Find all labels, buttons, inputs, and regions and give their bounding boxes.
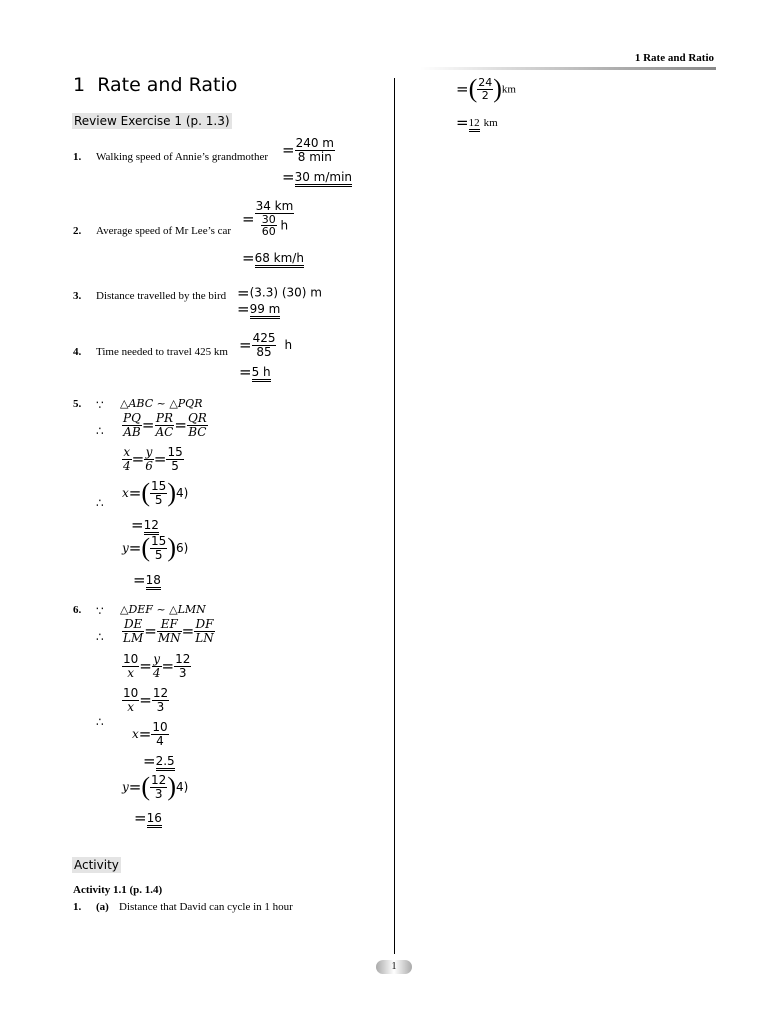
- q3-label: Distance travelled by the bird: [96, 290, 227, 302]
- q6-y-answer-line: =16: [134, 809, 162, 827]
- q6-yn: 12: [151, 773, 167, 787]
- q6-s3d: 3: [178, 665, 187, 680]
- column-divider: [394, 78, 395, 954]
- q5-r1n: PQ: [123, 411, 141, 425]
- q6-r1n: DE: [123, 617, 143, 631]
- q6-r3d: LN: [195, 630, 214, 645]
- activity-text: Distance that David can cycle in 1 hour: [119, 901, 293, 913]
- page-number: 1: [376, 960, 412, 974]
- q5-y-answer-line: =18: [133, 571, 161, 589]
- q6-y-multiplier: 4): [175, 779, 189, 794]
- q2-answer-line: =68 km/h: [242, 249, 304, 267]
- q3-expression: (3.3) (30) m: [249, 285, 322, 300]
- q6-t1n: 10: [123, 686, 139, 700]
- right-answer: 12: [469, 117, 480, 132]
- q3-number: 3.: [73, 290, 82, 302]
- q5-s2d: 6: [145, 458, 153, 473]
- chapter-title: [73, 74, 237, 96]
- header-rule: [420, 67, 716, 70]
- q6-y-equation: y=( $\frac{12}{3}$ )4): [122, 772, 189, 802]
- q1-answer: 30 m/min: [295, 170, 352, 187]
- chapter-title-text: Rate and Ratio: [97, 74, 238, 96]
- q5-s1n: x: [123, 445, 131, 459]
- right-answer-line: =12 km: [456, 113, 498, 132]
- q6-x-answer: 2.5: [156, 754, 175, 771]
- q6-y-var: y: [122, 779, 129, 794]
- q2-numerator: 34 km: [255, 199, 294, 213]
- q4-denominator: 85: [256, 344, 272, 359]
- q5-x-fn: 15: [151, 479, 167, 493]
- q5-r2n: PR: [155, 411, 173, 425]
- q5-y-fd: 5: [154, 547, 163, 562]
- q6-similar: △DEF ~ △LMN: [120, 603, 206, 616]
- q4-numerator: 425: [252, 331, 276, 345]
- q5-x-equation: x=( $\frac{15}{5}$ )4): [122, 478, 189, 508]
- q5-therefore-1: ∴: [96, 424, 104, 438]
- q5-x-var: x: [122, 485, 129, 500]
- q6-ratio-line: $\frac{DE}{LM}$ = $\frac{EF}{MN}$ = $\frac{DF}{LN}$: [123, 617, 214, 645]
- q6-y-answer: 16: [147, 811, 162, 828]
- q6-therefore-1: ∴: [96, 630, 104, 644]
- q2-unit: h: [280, 218, 289, 233]
- q1-denominator: 8 min: [297, 149, 332, 164]
- q5-y-var: y: [122, 540, 129, 555]
- q5-r2d: AC: [155, 424, 174, 439]
- q5-s2n: y: [145, 445, 153, 459]
- q5-similar: △ABC ~ △PQR: [120, 397, 203, 410]
- q5-therefore-2: ∴: [96, 496, 104, 510]
- q5-x-fd: 5: [154, 492, 163, 507]
- q5-x-answer-line: =12: [131, 516, 159, 534]
- right-answer-unit: km: [483, 117, 498, 129]
- q5-s3n: 15: [167, 445, 183, 459]
- q1-number: 1.: [73, 151, 82, 163]
- q6-therefore-2: ∴: [96, 715, 104, 729]
- q6-s3n: 12: [175, 652, 191, 666]
- q5-r3n: QR: [187, 411, 207, 425]
- q6-number: 6.: [73, 604, 82, 616]
- q2-equation: = 34 km $\frac{30}{60}$ h: [242, 199, 294, 239]
- q6-simplified-line: $\frac{10}{x}$ = $\frac{12}{3}$: [123, 686, 169, 714]
- q5-x-multiplier: 4): [175, 485, 189, 500]
- q1-equation: = $\frac{240 m}{8 \min}$: [282, 136, 334, 164]
- q1-numerator: 240 m: [295, 136, 334, 150]
- q6-xn: 10: [152, 720, 168, 734]
- activity-heading: Activity: [74, 858, 119, 872]
- q6-x-var: x: [132, 726, 139, 741]
- q4-label: Time needed to travel 425 km: [96, 346, 228, 358]
- q6-x-equation: x= $\frac{10}{4}$: [132, 720, 168, 748]
- q5-r3d: BC: [188, 424, 207, 439]
- q6-s1n: 10: [123, 652, 139, 666]
- q6-r2d: MN: [157, 630, 181, 645]
- right-unit: km: [501, 83, 516, 96]
- q6-yd: 3: [154, 786, 163, 801]
- chapter-number: 1: [73, 74, 86, 96]
- activity-title: Activity 1.1 (p. 1.4): [73, 884, 163, 896]
- running-header: 1 Rate and Ratio: [634, 52, 714, 64]
- q2-inner-numerator: 30: [261, 212, 276, 226]
- q6-t2d: 3: [156, 699, 165, 714]
- q4-equation: = $\frac{425}{85}$ h: [239, 331, 293, 359]
- q6-r2n: EF: [157, 618, 182, 632]
- q6-x-answer-line: =2.5: [143, 752, 175, 770]
- q5-s3d: 5: [171, 458, 179, 473]
- q2-number: 2.: [73, 225, 82, 237]
- q6-s2n: y: [153, 652, 161, 666]
- q5-number: 5.: [73, 398, 82, 410]
- q5-r1d: AB: [123, 424, 141, 439]
- q5-s1d: 4: [123, 458, 131, 473]
- q6-t1d: x: [127, 699, 135, 714]
- q5-because: ∵: [96, 398, 104, 412]
- q4-answer-line: =5 h: [239, 363, 271, 381]
- q5-substitution-line: $\frac{x}{4}$ = $\frac{y}{6}$ = $\frac{15}{5}$: [123, 445, 183, 473]
- q5-x-answer: 12: [144, 518, 159, 535]
- q3-expression-line: =(3.3) (30) m: [237, 284, 322, 302]
- q4-number: 4.: [73, 346, 82, 358]
- right-equation: =( $\frac{24}{2}$ )km: [456, 74, 516, 103]
- q6-t2n: 12: [152, 686, 169, 700]
- review-heading: Review Exercise 1 (p. 1.3): [74, 114, 230, 128]
- q2-label: Average speed of Mr Lee’s car: [96, 225, 232, 237]
- q1-answer-line: =30 m/min: [282, 168, 353, 186]
- q3-answer: 99 m: [250, 302, 281, 319]
- q5-y-fn: 15: [151, 534, 167, 548]
- q4-answer: 5 h: [252, 365, 271, 382]
- q2-inner-denominator: 60: [261, 225, 276, 239]
- q5-y-answer: 18: [146, 573, 161, 590]
- q6-substitution-line: $\frac{10}{x}$ = $\frac{y}{4}$ = $\frac{12}{3}$: [123, 652, 191, 680]
- q5-y-equation: y=( $\frac{15}{5}$ )6): [122, 533, 189, 563]
- activity-part: (a): [96, 901, 109, 913]
- q6-s1d: x: [127, 665, 135, 680]
- right-numerator: 24: [478, 75, 493, 89]
- q6-r3n: DF: [195, 617, 214, 631]
- q6-xd: 4: [156, 733, 164, 748]
- q5-y-multiplier: 6): [175, 540, 189, 555]
- q6-r1d: LM: [123, 630, 144, 645]
- q6-because: ∵: [96, 604, 104, 618]
- q2-answer: 68 km/h: [255, 251, 304, 268]
- q6-s2d: 4: [152, 665, 161, 680]
- q4-unit: h: [284, 337, 293, 352]
- activity-q-number: 1.: [73, 901, 82, 913]
- right-denominator: 2: [481, 88, 489, 102]
- q5-ratio-line: $\frac{PQ}{AB}$ = $\frac{PR}{AC}$ = $\frac{QR}{BC}$: [123, 411, 207, 439]
- q3-answer-line: =99 m: [237, 300, 281, 318]
- q1-label: Walking speed of Annie’s grandmother: [96, 151, 269, 163]
